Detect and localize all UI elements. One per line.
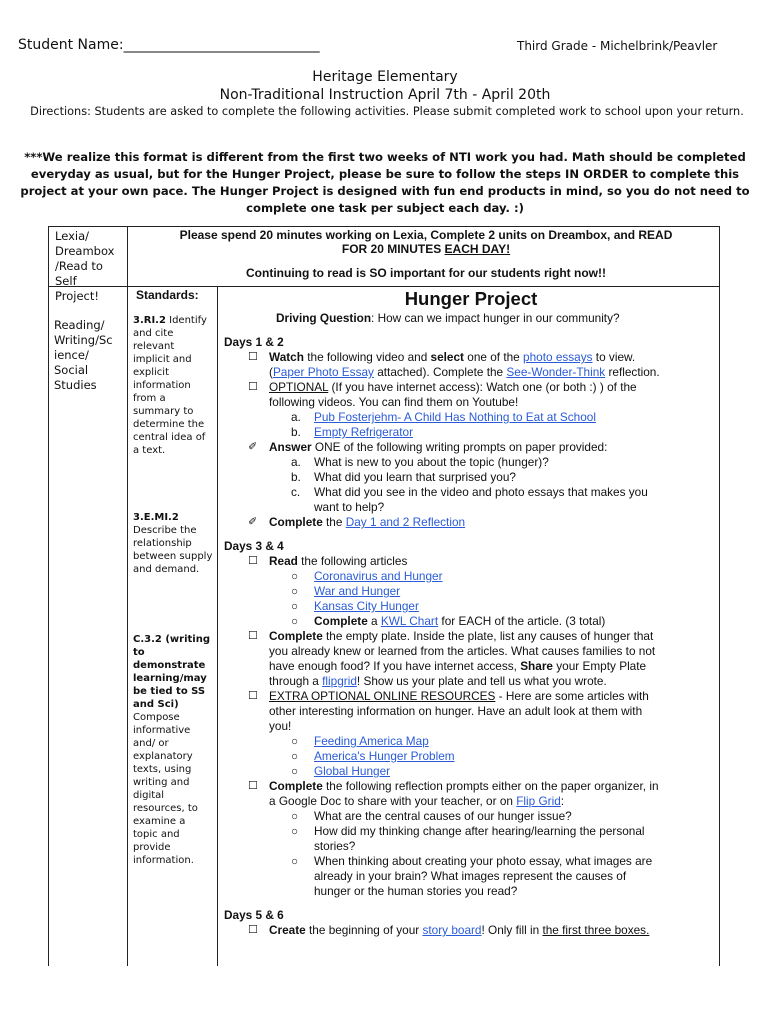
read-step [224,554,734,569]
create-storyboard-step [224,923,734,938]
bullet-circle-icon: ○ [291,854,299,868]
checkbox-icon[interactable]: ☐ [248,924,258,936]
subject-line: Writing/Sc [54,333,113,347]
project-title: Hunger Project [404,288,538,309]
subject-line: Reading/ [54,318,105,332]
bold-verb: Complete [269,779,323,793]
watch-step-cont [224,365,734,380]
optional-step [224,380,734,395]
step-text: : [560,794,565,808]
resource-link[interactable]: America's Hunger Problem [314,749,455,763]
step-text: ( [269,365,273,379]
prompt-item [224,485,734,500]
question-text: What are the central causes of our hunger issue? [314,809,572,823]
checkbox-icon[interactable]: ☐ [248,690,258,702]
step-text: through a [269,674,323,688]
instruction-dates: Non-Traditional Instruction April 7th - April 20th [219,87,551,103]
flip-grid-link[interactable]: Flip Grid [516,794,561,808]
plate-step-cont [224,644,734,659]
bullet-circle-icon: ○ [291,749,299,763]
extra-resources-cont [224,719,734,734]
standard-emi2 [133,511,213,576]
days-heading: Days 3 & 4 [224,539,284,553]
prompt-item [224,470,734,485]
daily-requirements [132,228,720,256]
see-wonder-think-link[interactable]: See-Wonder-Think [506,365,606,379]
prompt-text: What is new to you about the topic (hunger)? [314,455,549,469]
resource-item [224,764,734,779]
bold-verb: Complete [269,629,323,643]
step-text: ! Show us your plate and tell us what you wrote. [356,674,607,688]
item-letter: b. [291,425,301,439]
step-text: for EACH of the article. (3 total) [438,614,606,628]
step-text: reflection. [605,365,660,379]
subjects-list [54,318,126,393]
step-text: the following articles [297,554,408,568]
left-header-line: Self [55,274,77,288]
subject-line: ience/ [54,348,89,362]
step-text: (If you have internet access): Watch one (or both :) ) of the [328,380,637,394]
photo-essays-link[interactable]: photo essays [523,350,593,364]
article-item [224,569,734,584]
step-text: a Google Doc to share with your teacher, or on [269,794,517,808]
step-text: your Empty Plate [552,659,647,673]
bold-verb: Watch [269,350,304,364]
standard-ri2 [133,314,213,457]
first-three-boxes-emphasis: the first three boxes. [542,923,650,937]
step-text: the empty plate. Inside the plate, list any causes of hunger that [322,629,654,643]
question-text: When thinking about creating your photo essay, what images are [314,854,653,868]
step-text: the beginning of your [305,923,423,937]
days-1-2-heading [224,335,734,350]
standard-text: Describe the relationship between supply and demand. [133,525,213,575]
step-text: you! [269,719,292,733]
student-name-line: Student Name:____________________________ [18,37,320,53]
reflection-question-cont [224,839,734,854]
school-name: Heritage Elementary [312,69,458,85]
reflection-question [224,854,734,869]
kwl-chart-link[interactable]: KWL Chart [380,614,439,628]
notice-paragraph: ***We realize this format is different from the first two weeks of NTI work you had. Math should be completed everyday as usual, but for the Hunger Project, please be sure to follow the steps IN ORDER to complete this project at your own pace. The Hunger Project is designed with fun end products in mind, so you do not need to complete one task per subject each day. :) [20,150,750,215]
bullet-circle-icon: ○ [291,824,299,838]
checkbox-icon[interactable]: ☐ [248,555,258,567]
reflection-question-cont [224,884,734,899]
day-1-2-reflection-link[interactable]: Day 1 and 2 Reflection [345,515,466,529]
standards-heading: Standards: [136,288,199,302]
plate-step-cont [224,674,734,689]
prompt-text: want to help? [314,500,385,514]
video-link-pub-fosterjehm[interactable]: Pub Fosterjehm- A Child Has Nothing to Eat at School [314,410,596,424]
item-letter: c. [291,485,301,499]
bullet-circle-icon: ○ [291,599,299,613]
bold-verb: Complete [314,614,368,628]
extra-resources-step [224,689,734,704]
bold-verb: Create [269,923,306,937]
days-heading: Days 1 & 2 [224,335,284,349]
reflection-question-cont [224,869,734,884]
question-text: already in your brain? What images represent the causes of [314,869,627,883]
subject-line: Social [54,363,89,377]
step-text: the [322,515,346,529]
requirements-line: Please spend 20 minutes working on Lexia, Complete 2 units on Dreambox, and READ [179,228,673,242]
optional-step-cont [224,395,734,410]
optional-label: OPTIONAL [269,380,329,394]
step-text: one of the [463,350,524,364]
arrow-bullet-icon: ✐ [248,516,258,528]
resource-item [224,734,734,749]
days-heading: Days 5 & 6 [224,908,284,922]
bullet-circle-icon: ○ [291,734,299,748]
kwl-item [224,614,734,629]
article-link[interactable]: Kansas City Hunger [314,599,419,613]
step-text: ONE of the following writing prompts on paper provided: [311,440,608,454]
standard-code: 3.RI.2 [133,315,166,326]
article-item [224,584,734,599]
left-header-line: Dreambox [55,244,115,258]
bullet-circle-icon: ○ [291,584,299,598]
paper-photo-essay-link[interactable]: Paper Photo Essay [272,365,374,379]
standard-code: C.3.2 (writing to demonstrate learning/may be tied to SS and Sci) [133,634,210,710]
step-text: the following video and [303,350,431,364]
article-item [224,599,734,614]
daily-tasks-label [55,229,125,304]
step-text: other interesting information on hunger. Have an adult look at them with [269,704,643,718]
video-item [224,410,734,425]
bold-verb: Share [520,659,553,673]
extra-resources-label: EXTRA OPTIONAL ONLINE RESOURCES [269,689,496,703]
question-text: stories? [314,839,356,853]
watch-step [224,350,734,365]
reflection-prompts-step [224,779,734,794]
article-link[interactable]: Coronavirus and Hunger [314,569,443,583]
left-header-line: /Read to [55,259,103,273]
step-text: attached). Complete the [373,365,507,379]
checkbox-icon[interactable]: ☐ [248,780,258,792]
driving-question [224,311,734,326]
bullet-circle-icon: ○ [291,809,299,823]
prompt-text: What did you learn that surprised you? [314,470,516,484]
reflection-question [224,809,734,824]
arrow-bullet-icon: ✐ [248,441,258,453]
item-letter: b. [291,470,301,484]
checkbox-icon[interactable]: ☐ [248,630,258,642]
item-letter: a. [291,410,301,424]
driving-text: : How can we impact hunger in our community? [371,311,620,325]
bold-verb: Answer [269,440,312,454]
bullet-circle-icon: ○ [291,614,299,628]
step-text: have enough food? If you have internet access, [269,659,521,673]
reading-importance: Continuing to read is SO important for our students right now!! [246,266,606,280]
step-text: you already knew or learned from the articles. What causes families to not [269,644,656,658]
bold-verb: select [430,350,464,364]
checkbox-icon[interactable]: ☐ [248,381,258,393]
standard-text: Compose informative and/ or explanatory texts, using writing and digital resources, to examine a topic and provide information. [133,712,198,866]
reflection-prompts-cont [224,794,734,809]
plate-step [224,629,734,644]
story-board-link[interactable]: story board [422,923,482,937]
complete-reflection-step [224,515,734,530]
step-text: the following reflection prompts either on the paper organizer, in [322,779,659,793]
grade-teachers: Third Grade - Michelbrink/Peavler [517,39,718,53]
flipgrid-link[interactable]: flipgrid [322,674,357,688]
standard-c32 [133,633,213,867]
reflection-question [224,824,734,839]
each-day-emphasis: EACH DAY! [444,242,511,256]
bold-verb: Read [269,554,298,568]
question-text: How did my thinking change after hearing/learning the personal [314,824,645,838]
bold-verb: Complete [269,515,323,529]
video-item [224,425,734,440]
bullet-circle-icon: ○ [291,569,299,583]
requirements-line [132,242,720,256]
resource-item [224,749,734,764]
requirements-text: FOR 20 MINUTES [341,242,445,256]
driving-label: Driving Question [276,311,372,325]
standard-code: 3.E.MI.2 [133,512,179,523]
hunger-project-steps [224,311,734,938]
days-3-4-heading [224,539,734,554]
video-link-empty-refrigerator[interactable]: Empty Refrigerator [314,425,413,439]
step-text: ! Only fill in [481,923,543,937]
step-text: following videos. You can find them on Youtube! [269,395,519,409]
prompt-item [224,455,734,470]
prompt-item-cont [224,500,734,515]
resource-link[interactable]: Global Hunger [314,764,391,778]
plate-step-cont [224,659,734,674]
item-letter: a. [291,455,301,469]
left-header-line: Project! [55,289,99,303]
extra-resources-cont [224,704,734,719]
days-5-6-heading [224,908,734,923]
answer-step [224,440,734,455]
question-text: hunger or the human stories you read? [314,884,518,898]
step-text: a [367,614,381,628]
step-text: - Here are some articles with [495,689,649,703]
subject-line: Studies [54,378,97,392]
left-header-line: Lexia/ [55,229,90,243]
standard-text: Identify and cite relevant implicit and explicit information from a summary to determine the central idea of a text. [133,315,207,456]
article-link[interactable]: War and Hunger [314,584,401,598]
resource-link[interactable]: Feeding America Map [314,734,429,748]
prompt-text: What did you see in the video and photo essays that makes you [314,485,648,499]
directions: Directions: Students are asked to complete the following activities. Please submit completed work to school upon your return. [30,105,744,118]
checkbox-icon[interactable]: ☐ [248,351,258,363]
bullet-circle-icon: ○ [291,764,299,778]
step-text: to view. [592,350,636,364]
